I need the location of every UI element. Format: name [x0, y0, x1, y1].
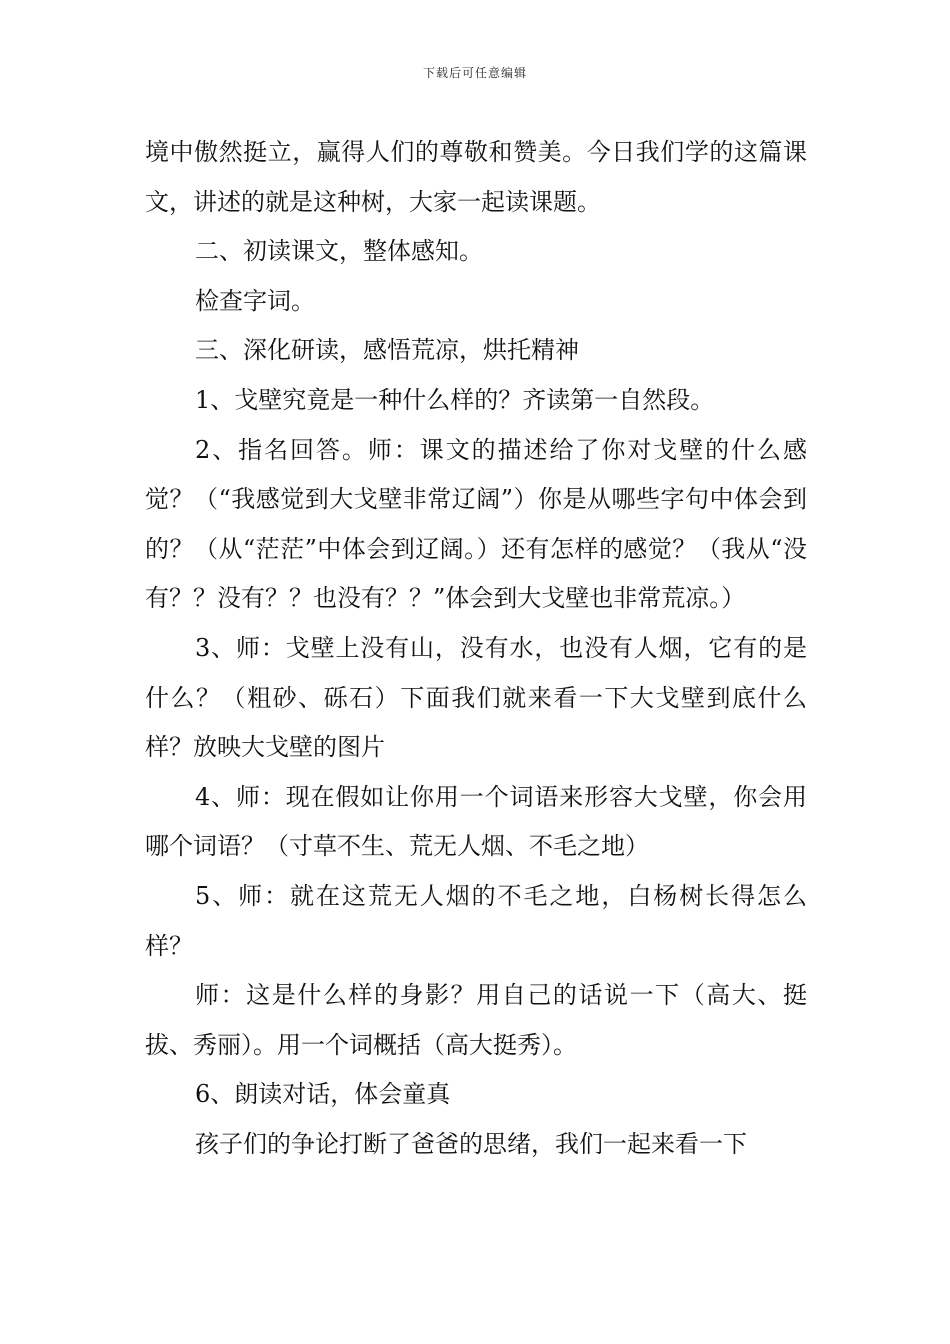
paragraph: 4、师：现在假如让你用一个词语来形容大戈壁，你会用哪个词语？（寸草不生、荒无人烟、不毛之地） — [145, 782, 807, 861]
paragraph: 检查字词。 — [195, 286, 315, 315]
paragraph: 1、戈壁究竟是一种什么样的？齐读第一自然段。 — [195, 385, 715, 414]
paragraph: 二、初读课文，整体感知。 — [195, 237, 483, 266]
paragraph: 师：这是什么样的身影？用自己的话说一下（高大、挺拔、秀丽）。用一个词概括（高大挺秀）。 — [145, 981, 807, 1059]
paragraph: 6、朗读对话，体会童真 — [195, 1080, 451, 1109]
page-header: 下载后可任意编辑 — [422, 66, 527, 80]
document-body — [145, 128, 807, 1169]
paragraph: 5、师：就在这荒无人烟的不毛之地，白杨树长得怎么样？ — [145, 881, 807, 960]
paragraph: 3、师：戈壁上没有山，没有水，也没有人烟，它有的是什么？（粗砂、砾石）下面我们就来看一下大戈壁到底什么样？放映大戈壁的图片 — [145, 633, 807, 762]
paragraph: 境中傲然挺立，赢得人们的尊敬和赞美。今日我们学的这篇课文，讲述的就是这种树，大家一起读课题。 — [145, 138, 807, 216]
paragraph: 孩子们的争论打断了爸爸的思绪，我们一起来看一下 — [195, 1129, 747, 1158]
paragraph: 2、指名回答。师：课文的描述给了你对戈壁的什么感觉？（“我感觉到大戈壁非常辽阔”）你是从哪些字句中体会到的？（从“茫茫”中体会到辽阔。）还有怎样的感觉？（我从“没有？？没有？？也没有？？”体会到大戈壁也非常荒凉。） — [145, 435, 807, 613]
paragraph: 三、深化研读，感悟荒凉，烘托精神 — [195, 336, 579, 365]
